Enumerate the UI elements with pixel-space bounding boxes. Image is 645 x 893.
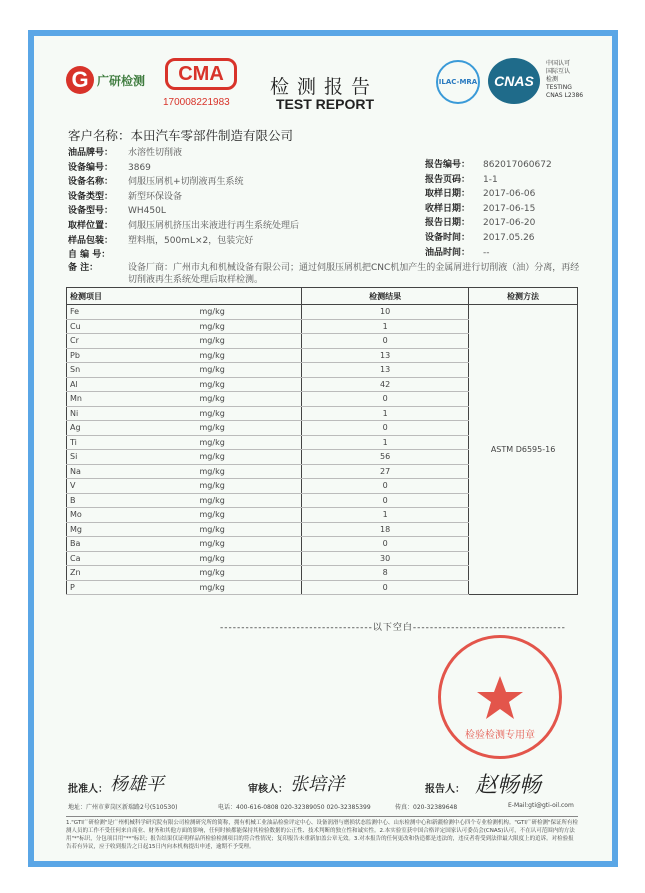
element-name: Ti bbox=[67, 435, 197, 450]
info-row bbox=[68, 145, 299, 160]
info-label: 油品牌号： bbox=[68, 148, 114, 158]
info-label: 设备名称： bbox=[68, 177, 114, 188]
unit: mg/kg bbox=[197, 508, 302, 523]
info-label: 设备编号： bbox=[68, 162, 114, 173]
info-value: 3869 bbox=[128, 162, 151, 173]
result-value: 30 bbox=[302, 551, 469, 566]
unit: mg/kg bbox=[197, 479, 302, 494]
info-value: 塑料瓶，500mL×2，包装完好 bbox=[128, 235, 254, 246]
unit: mg/kg bbox=[197, 537, 302, 552]
seal-star-icon bbox=[441, 638, 559, 756]
result-value: 0 bbox=[302, 421, 469, 436]
unit: mg/kg bbox=[197, 566, 302, 581]
unit: mg/kg bbox=[197, 464, 302, 479]
info-label: 油品时间： bbox=[425, 247, 471, 258]
result-value: 0 bbox=[302, 580, 469, 595]
info-label: 报告页码： bbox=[425, 174, 471, 185]
result-value: 10 bbox=[302, 305, 469, 320]
result-value: 27 bbox=[302, 464, 469, 479]
result-value: 0 bbox=[302, 334, 469, 349]
info-value: 水溶性切削液 bbox=[128, 148, 183, 158]
info-value: 2017-06-06 bbox=[483, 189, 536, 200]
info-label: 样品包装： bbox=[68, 235, 114, 246]
result-value: 1 bbox=[302, 406, 469, 421]
info-value: 2017-06-15 bbox=[483, 203, 536, 214]
info-label: 自 编 号： bbox=[68, 250, 111, 261]
remark-label: 备 注： bbox=[68, 263, 99, 273]
info-row bbox=[425, 157, 552, 172]
info-row bbox=[68, 189, 299, 204]
element-name: Fe bbox=[67, 305, 197, 320]
info-row bbox=[425, 215, 552, 230]
info-row bbox=[425, 172, 552, 187]
unit: mg/kg bbox=[197, 450, 302, 465]
element-name: Ni bbox=[67, 406, 197, 421]
unit: mg/kg bbox=[197, 493, 302, 508]
reviewer-signature: 张培洋 bbox=[290, 774, 344, 795]
ilac-mra-logo: ILAC-MRA bbox=[436, 60, 480, 104]
element-name: Ag bbox=[67, 421, 197, 436]
info-label: 设备类型： bbox=[68, 191, 114, 202]
info-label: 收样日期： bbox=[425, 203, 471, 214]
unit: mg/kg bbox=[197, 334, 302, 349]
result-value: 0 bbox=[302, 392, 469, 407]
info-value: 伺服压屑机+切削液再生系统 bbox=[128, 177, 244, 188]
info-label: 设备型号： bbox=[68, 206, 114, 217]
info-row bbox=[425, 201, 552, 216]
cnas-line: 检测 bbox=[546, 76, 559, 83]
element-name: Ca bbox=[67, 551, 197, 566]
unit: mg/kg bbox=[197, 435, 302, 450]
reporter-label: 报告人： bbox=[425, 784, 465, 795]
unit: mg/kg bbox=[197, 551, 302, 566]
element-name: Zn bbox=[67, 566, 197, 581]
result-value: 56 bbox=[302, 450, 469, 465]
element-name: Cu bbox=[67, 319, 197, 334]
info-row bbox=[68, 160, 299, 175]
info-value: WH450L bbox=[128, 206, 166, 217]
info-label: 取样位置： bbox=[68, 220, 114, 231]
element-name: P bbox=[67, 580, 197, 595]
unit: mg/kg bbox=[197, 421, 302, 436]
header-item: 检测项目 bbox=[67, 288, 302, 305]
result-value: 0 bbox=[302, 479, 469, 494]
cnas-accreditation-text bbox=[546, 60, 583, 100]
info-row bbox=[68, 174, 299, 189]
result-value: 0 bbox=[302, 493, 469, 508]
info-value: 862017060672 bbox=[483, 160, 552, 170]
unit: mg/kg bbox=[197, 305, 302, 320]
info-value: 伺服压屑机挤压出来液进行再生系统处理后 bbox=[128, 220, 300, 231]
cma-logo: CMA bbox=[165, 58, 237, 90]
report-title-cn: 检测报告 bbox=[270, 76, 379, 98]
element-name: Pb bbox=[67, 348, 197, 363]
info-label: 设备时间： bbox=[425, 232, 471, 243]
cma-number: 170008221983 bbox=[163, 97, 230, 108]
cnas-line: 中国认可 bbox=[546, 60, 571, 67]
info-label: 报告编号： bbox=[425, 160, 471, 170]
test-method: ASTM D6595-16 bbox=[490, 445, 556, 454]
phone: 电话：400-616-0808 020-32389050 020-32385399 bbox=[218, 804, 371, 811]
result-value: 1 bbox=[302, 508, 469, 523]
info-value: -- bbox=[483, 247, 490, 258]
result-value: 18 bbox=[302, 522, 469, 537]
element-name: Ba bbox=[67, 537, 197, 552]
info-value: 新型环保设备 bbox=[128, 191, 183, 202]
info-row bbox=[68, 247, 299, 262]
element-name: Mn bbox=[67, 392, 197, 407]
element-name: Na bbox=[67, 464, 197, 479]
info-value: 2017.05.26 bbox=[483, 232, 535, 243]
info-row bbox=[68, 218, 299, 233]
approver-label: 批准人： bbox=[68, 784, 108, 795]
sample-info bbox=[68, 145, 299, 262]
info-row bbox=[68, 203, 299, 218]
blank-below-note: ------------------------------------以下空白------------------------------------ bbox=[220, 623, 566, 633]
element-name: Mo bbox=[67, 508, 197, 523]
seal-sub-text: 检验检测专用章 bbox=[465, 730, 535, 741]
email: E-Mail:gti@gti-oil.com bbox=[508, 802, 574, 809]
info-label: 报告日期： bbox=[425, 218, 471, 229]
remark bbox=[68, 262, 580, 286]
info-value: 1-1 bbox=[483, 174, 498, 185]
customer-value: 本田汽车零部件制造有限公司 bbox=[130, 128, 294, 143]
info-label: 取样日期： bbox=[425, 189, 471, 200]
result-value: 1 bbox=[302, 319, 469, 334]
customer-name bbox=[68, 126, 293, 144]
header-result: 检测结果 bbox=[302, 288, 469, 305]
header-method: 检测方法 bbox=[469, 288, 578, 305]
unit: mg/kg bbox=[197, 406, 302, 421]
element-name: Al bbox=[67, 377, 197, 392]
approver-signature: 杨雄平 bbox=[110, 774, 164, 795]
unit: mg/kg bbox=[197, 363, 302, 378]
cnas-line: 国际互认 bbox=[546, 68, 571, 75]
info-value: 2017-06-20 bbox=[483, 218, 536, 229]
element-name: Cr bbox=[67, 334, 197, 349]
table-row bbox=[67, 305, 578, 320]
gti-logo-text: 广研检测 bbox=[97, 73, 146, 88]
table-header-row bbox=[67, 288, 578, 305]
unit: mg/kg bbox=[197, 522, 302, 537]
element-name: V bbox=[67, 479, 197, 494]
results-table bbox=[66, 287, 578, 595]
unit: mg/kg bbox=[197, 377, 302, 392]
reviewer-label: 审核人： bbox=[248, 784, 288, 795]
customer-label: 客户名称： bbox=[68, 128, 131, 143]
fax: 传真：020-32389648 bbox=[395, 804, 458, 811]
report-info bbox=[425, 157, 552, 259]
unit: mg/kg bbox=[197, 348, 302, 363]
report-title-en: TEST REPORT bbox=[276, 96, 375, 112]
unit: mg/kg bbox=[197, 319, 302, 334]
result-value: 42 bbox=[302, 377, 469, 392]
cnas-line: TESTING bbox=[546, 84, 572, 91]
element-name: Mg bbox=[67, 522, 197, 537]
result-value: 13 bbox=[302, 348, 469, 363]
result-value: 0 bbox=[302, 537, 469, 552]
info-row bbox=[425, 245, 552, 260]
footnote: 1."GTI广研检测"是广州机械科学研究院有限公司检测研究所的简称，拥有机械工业油品检验评定中心、设备润滑与磨损状态监测中心、山东检测中心和新疆检测中心四个专业检测机构。"GTI广研检测"保证所有检测人员的工作不受任何来自商业、财务和其他方面的影响，任何时候都能保持其检验数据的公正性、技术判断的独立性和诚实性。2.本实验室获中国合格评定国家认可委员会(CNAS)认可，不在认可范围内的方法用"*"标识，分包项目用"**"标识；报告结果仅证明样品所检验检测项目的符合性情况；复印报告未重新加盖公章无效。3.对本报告的任何更改和伪造都是违法的，违反者将受到法律最大限度上的追诉。对检验报告若有异议，应于收到报告之日起15日内向本机构提出申述，逾期不予受理。 bbox=[66, 816, 578, 851]
cnas-line: CNAS L2386 bbox=[546, 92, 584, 99]
official-seal bbox=[438, 635, 562, 759]
result-value: 1 bbox=[302, 435, 469, 450]
reporter-signature: 赵畅畅 bbox=[475, 773, 542, 798]
info-row bbox=[425, 186, 552, 201]
element-name: Si bbox=[67, 450, 197, 465]
cnas-logo: CNAS bbox=[488, 58, 540, 104]
address: 地址：广州市萝岗区新瑞路2号(510530) bbox=[68, 804, 178, 811]
element-name: Sn bbox=[67, 363, 197, 378]
gti-logo-mark: G bbox=[66, 66, 94, 94]
remark-value: 设备厂商：广州市丸和机械设备有限公司；通过伺服压屑机把CNC机加产生的金属屑进行切削液（油）分离，再经切削液再生系统处理后取样检测。 bbox=[128, 263, 580, 285]
result-value: 13 bbox=[302, 363, 469, 378]
unit: mg/kg bbox=[197, 580, 302, 595]
info-row bbox=[425, 230, 552, 245]
info-row bbox=[68, 233, 299, 248]
gti-logo bbox=[66, 66, 156, 94]
element-name: B bbox=[67, 493, 197, 508]
result-value: 8 bbox=[302, 566, 469, 581]
unit: mg/kg bbox=[197, 392, 302, 407]
